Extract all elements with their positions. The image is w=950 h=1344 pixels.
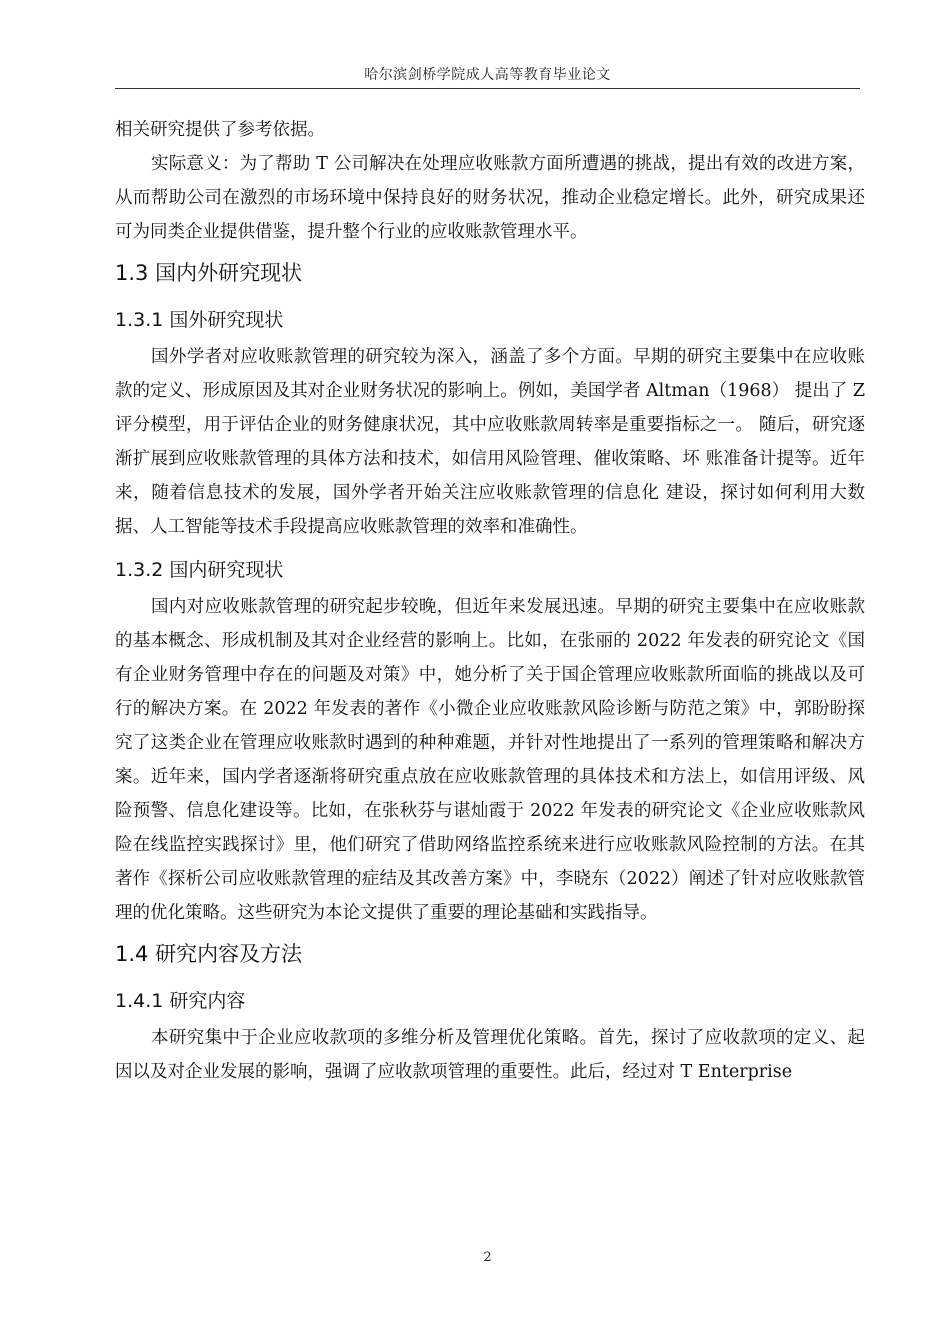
heading-1-3: 1.3 国内外研究现状 <box>115 261 303 285</box>
heading-1-4: 1.4 研究内容及方法 <box>115 942 303 966</box>
paragraph-practical-significance: 实际意义：为了帮助 T 公司解决在处理应收账款方面所遭遇的挑战，提出有效的改进方案，从而帮助公司在激烈的市场环境中保持良好的财务状况，推动企业稳定增长。此外，研究成果还可为同类企业提供借鉴，提升整个行业的应收账款管理水平。 <box>115 154 865 242</box>
running-header: 哈尔滨剑桥学院成人高等教育毕业论文 <box>364 67 611 83</box>
paragraph-research-content: 本研究集中于企业应收款项的多维分析及管理优化策略。首先，探讨了应收款项的定义、起因以及对企业发展的影响，强调了应收款项管理的重要性。此后，经过对 T Enterprise <box>115 1028 865 1082</box>
page-number: 2 <box>483 1250 492 1265</box>
heading-1-3-2: 1.3.2 国内研究现状 <box>115 559 284 581</box>
paragraph-continuation: 相关研究提供了参考依据。 <box>115 120 325 140</box>
paragraph-foreign-research: 国外学者对应收账款管理的研究较为深入，涵盖了多个方面。早期的研究主要集中在应收账款的定义、形成原因及其对企业财务状况的影响上。例如，美国学者 Altman（1968） 提出了 Z 评分模型，用于评估企业的财务健康状况，其中应收账款周转率是重要指标之一。 随后，研究逐渐扩展到应收账款管理的具体方法和技术，如信用风险管理、催收策略、坏 账准备计提等。近年来，随着信息技术的发展，国外学者开始关注应收账款管理的信息化 建设，探讨如何利用大数据、人工智能等技术手段提高应收账款管理的效率和准确性。 <box>115 347 865 537</box>
header-rule <box>115 88 860 89</box>
paragraph-domestic-research: 国内对应收账款管理的研究起步较晚，但近年来发展迅速。早期的研究主要集中在应收账款的基本概念、形成机制及其对企业经营的影响上。比如，在张丽的 2022 年发表的研究论文《国有企业财务管理中存在的问题及对策》中，她分析了关于国企管理应收账款所面临的挑战以及可行的解决方案。在 2022 年发表的著作《小微企业应收账款风险诊断与防范之策》中，郭盼盼探究了这类企业在管理应收账款时遇到的种种难题，并针对性地提出了一系列的管理策略和解决方案。近年来，国内学者逐渐将研究重点放在应收账款管理的具体技术和方法上，如信用评级、风险预警、信息化建设等。比如，在张秋芬与谌灿霞于 2022 年发表的研究论文《企业应收账款风险在线监控实践探讨》里，他们研究了借助网络监控系统来进行应收账款风险控制的方法。在其著作《探析公司应收账款管理的症结及其改善方案》中，李晓东（2022）阐述了针对应收账款管理的优化策略。这些研究为本论文提供了重要的理论基础和实践指导。 <box>115 597 865 923</box>
heading-1-4-1: 1.4.1 研究内容 <box>115 990 246 1012</box>
heading-1-3-1: 1.3.1 国外研究现状 <box>115 309 284 331</box>
main-content <box>115 113 865 1089</box>
